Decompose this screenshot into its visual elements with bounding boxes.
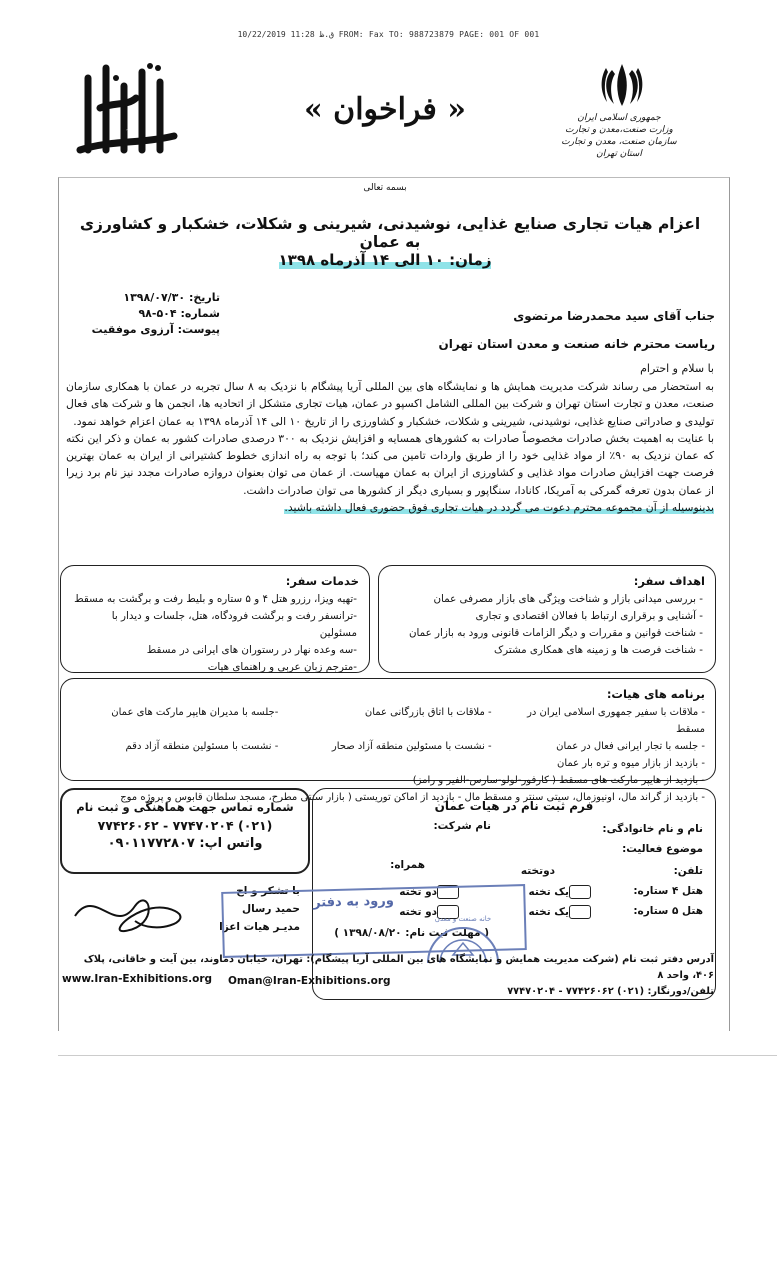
services-list xyxy=(61,591,369,676)
hotel4-single-checkbox[interactable] xyxy=(569,885,591,899)
hotel4-single-label: یک تخته xyxy=(528,886,569,898)
letter-date: تاریخ: ۱۳۹۸/۰۷/۳۰ xyxy=(123,291,220,304)
page-title: « فراخوان » xyxy=(303,92,467,127)
letter-body xyxy=(66,378,714,516)
contact-whatsapp[interactable]: واتس اپ: ۰۹۰۱۱۷۷۲۸۰۷ xyxy=(107,836,263,851)
letter-number: شماره: ۵۰۴-۹۸ xyxy=(138,307,220,320)
program-item: - بازدید از بازار میوه و تره بار عمان xyxy=(556,758,705,769)
subject-line: اعزام هیات تجاری صنایع غذایی، نوشیدنی، شیرینی و شکلات، خشکبار و کشاورزی به عمان xyxy=(79,215,701,251)
program-item: - نشست با مسئولین منطقه آزاد صحار xyxy=(331,741,492,752)
program-item: -جلسه با مدیران هایپر مارکت های عمان xyxy=(111,707,279,718)
programs-grid xyxy=(61,704,715,772)
iran-emblem-icon xyxy=(598,60,646,110)
program-item: - نشست با مسئولین منطقه آزاد دقم xyxy=(125,741,279,752)
form-title: فرم ثبت نام در هیات عمان xyxy=(434,799,594,813)
body-paragraph-2: با عنایت به اهمیت بخش صادرات مخصوصاً صادرات به کشورهای همسایه و افزایش نزدیک به ۳۰۰ درصدی صادرات کشور به عمان و ذکر این نکته که عمان نزدیک به ۹۰٪ از مواد غذایی خود را از طریق واردات تامین می کند؛ با توجه به راه اندازی خطوط کشتیرانی از ایران به عمان بهترین فرصت جهت افزایش صادرات مواد غذایی و کشاورزی از ایران به عمان مهیاست. از عمان می توان بعنوان دروازه صادرات مجدد نیز نام برد زیرا از عمان بدون تعرفه گمرکی به آمریکا، کانادا، سنگاپور و بسیاری دیگر از کشورها می توان صادرات داشت. xyxy=(66,431,715,497)
seal-text: خانه صنعت و معدن xyxy=(434,915,492,923)
form-companion-label: همراه: xyxy=(390,859,425,871)
programs-title: برنامه های هیات: xyxy=(606,687,705,701)
programs-box xyxy=(60,678,716,803)
org-line-3: سازمان صنعت، معدن و تجارت استان تهران xyxy=(561,137,677,159)
closing-line-1: با تشکر و اح xyxy=(236,885,300,897)
letter-attachment: پیوست: آرزوی موفقیت xyxy=(91,323,220,336)
website-link[interactable]: www.Iran-Exhibitions.org xyxy=(62,973,213,985)
org-line-2: وزارت صنعت،معدن و تجارت xyxy=(565,125,673,135)
recipient-position: ریاست محترم خانه صنعت و معدن استان تهران xyxy=(438,337,715,351)
closing-line-2: حمید رسال xyxy=(241,903,300,915)
email-link[interactable]: Oman@Iran-Exhibitions.org xyxy=(228,975,391,987)
hotel5-double-label: دو تخته xyxy=(399,906,437,918)
recipient xyxy=(420,302,715,358)
goals-item: - بررسی میدانی بازار و شناخت ویژگی های بازار مصرفی عمان xyxy=(433,593,703,605)
hotel5-single-checkbox[interactable] xyxy=(569,905,591,919)
form-double-label: دوتخته xyxy=(520,865,555,877)
letter-meta xyxy=(90,290,220,338)
company-logo xyxy=(70,58,182,156)
goals-item: - شناخت قوانین و مقررات و دیگر الزامات قانونی ورود به بازار عمان xyxy=(408,627,703,639)
besmeh: بسمه تعالی xyxy=(363,183,407,193)
hotel4-single-option[interactable] xyxy=(528,885,595,899)
program-item: - جلسه با تجار ایرانی فعال در عمان xyxy=(556,741,705,752)
services-item: -سه وعده نهار در رستوران های ایرانی در مسقط xyxy=(146,644,357,656)
services-item: -تهیه ویزا، رزرو هتل ۴ و ۵ ستاره و بلیط رفت و برگشت به مسقط xyxy=(74,593,357,605)
form-phone-label: تلفن: xyxy=(673,865,703,877)
form-hotel5-label: هتل ۵ ستاره: xyxy=(633,905,703,917)
program-item: - ملاقات با سفیر جمهوری اسلامی ایران در مسقط xyxy=(527,707,705,735)
body-paragraph-1: به استحضار می رساند شرکت مدیریت همایش ها و نمایشگاه های بین المللی آریا پیشگام با نزدیک به ۸ سال تجربه در عمان با همکاری سازمان صنعت، معدن و تجارت استان تهران و شرکت بین المللی الشامل اکسپو در عمان، هیات تجاری متشکل از اتحادیه ها، انجمن ها و شرکت های فعال تولیدی و صادراتی صنایع غذایی، نوشیدنی، شیرینی و شکلات، خشکبار و کشاورزی را از تاریخ ۱۰ الی ۱۴ آذرماه ۱۳۹۸ به عمان اعزام خواهد نمود. xyxy=(66,380,714,428)
form-deadline: ( مهلت ثبت نام: ۱۳۹۸/۰۸/۲۰ ) xyxy=(334,927,489,939)
org-block xyxy=(560,112,678,160)
hotel5-single-label: یک تخته xyxy=(528,906,569,918)
program-item-wide-2: - بازدید از گراند مال، اونیوزمال، سیتی سنتر و مسقط مال - بازدید از اماکن توریستی ( بازار سنتی مطرح، مسجد سلطان قابوس و پروژه موج xyxy=(120,792,705,803)
body-paragraph-3-text: بدینوسیله از آن مجموعه محترم دعوت می گردد در هیات تجاری فوق حضوری فعال داشته باشید. xyxy=(284,501,714,515)
org-line-1: جمهوری اسلامی ایران xyxy=(577,113,661,123)
page-edge xyxy=(58,1055,777,1056)
address-line-1: آدرس دفتر ثبت نام (شرکت مدیریت همایش و نمایشگاه های بین المللی آریا پیشگام): تهران، خیابان دماوند، بین آیت و خاقانی، پلاک ۴۰۶، واحد ۸ xyxy=(83,954,714,981)
services-item: -ترانسفر رفت و برگشت فرودگاه، هتل، جلسات و دیدار با مسئولین xyxy=(111,610,357,639)
fax-header: 10/22/2019 ق.ظ 11:28 FROM: Fax TO: 988723879 PAGE: 001 OF 001 xyxy=(237,30,540,39)
contact-box xyxy=(60,788,310,874)
stamp-title: ورود به دفتر xyxy=(312,893,395,911)
hotel5-single-option[interactable] xyxy=(528,905,595,919)
form-hotel4-label: هتل ۴ ستاره: xyxy=(633,885,703,897)
recipient-name: جناب آقای سید محمدرضا مرتضوی xyxy=(513,309,715,323)
logo-text: آریا پیشگام xyxy=(126,130,131,131)
goals-list xyxy=(379,591,715,659)
goals-item: - شناخت فرصت ها و زمینه های همکاری مشترک xyxy=(493,644,703,656)
hotel4-double-label: دو تخته xyxy=(399,886,437,898)
services-title: خدمات سفر: xyxy=(285,574,359,588)
contact-phone[interactable]: (۰۲۱) ۷۷۴۷۰۲۰۴ - ۷۷۴۲۶۰۶۲ xyxy=(97,818,273,833)
services-item: -مترجم زبان عربی و راهنمای هیات xyxy=(207,661,357,673)
program-item-wide-1: - بازدید از هایپر مارکت های مسقط ( کارفور-لولو-سارس-الفیر و رامز) xyxy=(412,775,705,786)
contact-title: شماره تماس جهت هماهنگی و ثبت نام xyxy=(76,800,294,814)
form-name-label: نام و نام خانوادگی: xyxy=(602,823,703,835)
goals-box xyxy=(378,565,716,673)
goals-item: - آشنایی و برقراری ارتباط با فعالان اقتصادی و تجاری xyxy=(475,610,703,622)
time-line-text: زمان: ۱۰ الی ۱۴ آذرماه ۱۳۹۸ xyxy=(278,251,492,269)
address-line-2: تلفن/دورنگار: (۰۲۱) ۷۷۴۲۶۰۶۲ - ۷۷۴۷۰۲۰۴ xyxy=(507,986,714,997)
form-company-label: نام شرکت: xyxy=(433,820,491,832)
goals-title: اهداف سفر: xyxy=(633,574,705,588)
time-line xyxy=(270,251,500,269)
program-item: - ملاقات با اتاق بازرگانی عمان xyxy=(364,707,492,718)
closing-line-3: مدیـر هیات اعزا xyxy=(219,921,300,933)
services-box xyxy=(60,565,370,673)
form-activity-label: موضوع فعالیت: xyxy=(622,843,703,855)
greeting: با سلام و احترام xyxy=(640,362,714,375)
body-paragraph-3 xyxy=(66,499,714,516)
